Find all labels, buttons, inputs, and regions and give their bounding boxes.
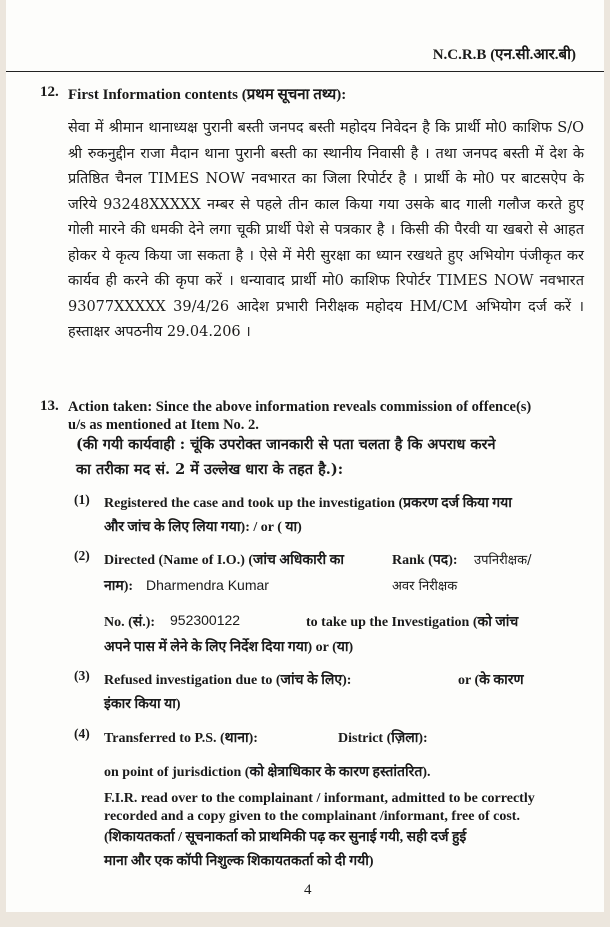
io-number-label: No. (सं.): bbox=[104, 615, 156, 630]
item-4-number: (4) bbox=[74, 726, 90, 741]
fir-line1: F.I.R. read over to the complainant / informant, admitted to be correctly bbox=[104, 791, 535, 806]
item-1-number: (1) bbox=[74, 492, 90, 507]
section-13-title-line1: Action taken: Since the above information reveals commission of offence(s) bbox=[68, 399, 532, 415]
item-2-tail-line1: to take up the Investigation (को जांच bbox=[306, 615, 519, 630]
item-2-name-label: नाम): bbox=[104, 579, 134, 594]
item-3-line2: इंकार किया या) bbox=[104, 697, 181, 712]
first-information-text: सेवा में श्रीमान थानाध्यक्ष पुरानी बस्ती जनपद बस्ती महोदय निवेदन है कि प्रार्थी मो0 काशिफ S/O श्री रुकनुद्दीन राजा मैदान थाना पुरानी बस्ती का स्थानीय निवासी है । तथा जनपद बस्ती में देश के प्रतिष्ठित चैनल TIMES NOW नवभारत का जिला रिपोर्टर है । प्रार्थी के मो0 पर बाटसऐप के जरिये 93248XXXXX नम्बर से पहले तीन काल किया गया उसके बाद गाली गलौज करते हुए गोली मारने की धमकी देने लगा चूकी प्रार्थी पेशे से पत्रकार है । किसी की पैरवी या खबरो से आहत होकर ये कृत्य किया जा सकता है । ऐसे में मेरी सुरक्षा का ध्यान रखथते हुए अभियोग पंजीकृत कर कार्यव ही करने की कृपा करें । धन्यावाद प्रार्थी मो0 काशिफ रिपोर्टर TIMES NOW नवभारत 93077XXXXX 39/4/26 आदेश प्रभारी निरीक्षक महोदय HM/CM अभियोग दर्ज करें । हस्ताक्षर अपठनीय 29.04.206 । bbox=[68, 120, 584, 340]
item-4-jurisdiction: on point of jurisdiction (को क्षेत्राधिकार के कारण हस्तांतरित). bbox=[104, 765, 431, 780]
fir-statement bbox=[104, 790, 582, 826]
section-12-number: 12. bbox=[40, 84, 59, 100]
fir-statement-hindi bbox=[104, 826, 582, 874]
section-12-body bbox=[68, 116, 584, 346]
page-number: 4 bbox=[304, 882, 312, 898]
item-3-number: (3) bbox=[74, 668, 90, 683]
fir-line2: recorded and a copy given to the complainant /informant, free of cost. bbox=[104, 809, 520, 824]
document-page bbox=[6, 0, 604, 912]
fir-line4: माना और एक कॉपी निशुल्क शिकायतकर्ता को दी गयी) bbox=[104, 854, 374, 869]
item-2-tail-line2: अपने पास में लेने के लिए निर्देश दिया गया) or (या) bbox=[104, 640, 354, 655]
item-1 bbox=[104, 492, 582, 540]
item-1-line2: और जांच के लिए लिया गया): / or ( या) bbox=[104, 520, 302, 535]
section-13-title bbox=[68, 398, 578, 434]
section-13-hindi-line2: का तरीका मद सं. 2 में उल्लेख धारा के तहत है.): bbox=[76, 461, 344, 478]
fir-line3: (शिकायतकर्ता / सूचनाकर्ता को प्राथमिकी पढ़ कर सुनाई गयी, सही दर्ज हुई bbox=[104, 830, 467, 845]
section-12-title: First Information contents (प्रथम सूचना तथ्य): bbox=[68, 87, 347, 103]
section-13-number: 13. bbox=[40, 398, 59, 414]
item-4-ps-label: Transferred to P.S. (थाना): bbox=[104, 731, 258, 746]
rank-value-line2: अवर निरीक्षक bbox=[392, 579, 458, 594]
page-header: N.C.R.B (एन.सी.आर.बी) bbox=[432, 47, 576, 63]
header-rule bbox=[6, 71, 604, 72]
item-3-line1: Refused investigation due to (जांच के लिए): bbox=[104, 673, 352, 688]
item-3-or: or (के कारण bbox=[458, 673, 524, 688]
item-1-line1: Registered the case and took up the investigation (प्रकरण दर्ज किया गया bbox=[104, 496, 512, 511]
section-13-title-line2: u/s as mentioned at Item No. 2. bbox=[68, 417, 259, 433]
section-13-hindi-line1: (की गयी कार्यवाही : चूंकि उपरोक्त जानकारी से पता चलता है कि अपराध करने bbox=[76, 436, 496, 453]
item-4-district-label: District (ज़िला): bbox=[338, 731, 428, 746]
item-2-directed-label: Directed (Name of I.O.) (जांच अधिकारी का bbox=[104, 553, 344, 568]
io-name: Dharmendra Kumar bbox=[146, 577, 269, 593]
io-number-value: 952300122 bbox=[170, 612, 241, 628]
item-2-number: (2) bbox=[74, 548, 90, 563]
rank-value-line1: उपनिरीक्षक/ bbox=[474, 553, 532, 568]
rank-label: Rank (पद): bbox=[392, 553, 458, 568]
section-13-hindi bbox=[76, 432, 584, 482]
